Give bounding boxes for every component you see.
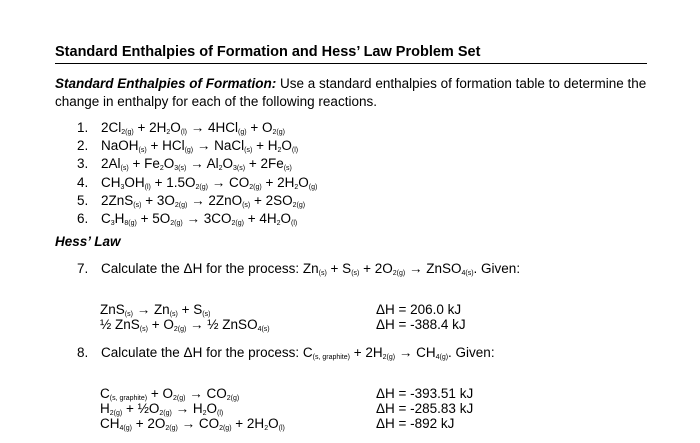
reaction-item-5 [77,192,317,210]
reaction-item-1 [77,119,317,137]
reaction-item-6 [77,210,317,228]
reaction-equation: $CH_3OH_{(l)} + 1.5O_{2(g)} \to CO_{2(g)} + 2H_2O_{(g)}$ [101,174,318,191]
reaction-number: 5. [77,192,89,208]
reaction-item-4 [77,174,317,192]
reaction-equation: NaOH$_{(s)}$ + HCl$_{(g)}$ → NaCl$_{(s)}$ + $H_2O_{(l)}$ [101,138,299,155]
question-7 [77,261,520,276]
enthalpy-value: ΔH = -393.51 kJ [376,386,474,401]
question-number: 7. [77,261,89,276]
reaction-item-2 [77,137,317,155]
reaction-number: 4. [77,174,89,190]
reaction-equation: $2Al_{(s)} + Fe_2O_{3(s)} \to Al_2O_{3(s)} + 2Fe_{(s)}$ [101,156,292,173]
reaction-equation: $2ZnS_{(s)} + 3O_{2(g)} \to 2ZnO_{(s)} + 2SO_{2(g)}$ [101,192,306,209]
formation-reaction-list [77,119,317,228]
given-reaction: $C_{(s, graphite)} + O_{2(g)} \to CO_{2(g)}$ [100,386,240,402]
q7-given-reactions [100,302,270,332]
q8-given-reactions [100,386,285,431]
hess-law-heading: Hess’ Law [55,234,121,249]
page-title: Standard Enthalpies of Formation and Hess’ Law Problem Set [55,44,481,60]
reaction-equation: $2Cl_{2(g)} + 2H_2O_{(l)} \to 4HCl_{(g)} + O_{2(g)}$ [101,120,285,136]
reaction-item-3 [77,155,317,173]
intro-paragraph [55,75,655,111]
question-8 [77,345,495,360]
reaction-number: 6. [77,211,89,227]
q8-enthalpy-values [376,386,473,431]
given-reaction: $ZnS_{(s)} \to Zn_{(s)} + S_{(s)}$ [100,302,211,318]
reaction-equation: $C_3H_{8(g)} + 5O_{2(g)} \to 3CO_{2(g)} + 4H_2O_{(l)}$ [101,211,298,228]
reaction-number: 2. [77,138,89,154]
question-text: Calculate the ΔH for the process: $C_{(s, graphite)} + 2H_{2(g)} \to CH_{4(g)}$. Given: [101,345,495,361]
given-reaction: $H_{2(g)}$ + $\frac{1}{2}O_{2(g)} \to H_2O_{(l)}$ [100,401,224,417]
title-underline [55,63,647,64]
enthalpy-value: ΔH = -285.83 kJ [376,401,474,416]
reaction-number: 1. [77,120,89,135]
enthalpy-value: ΔH = -388.4 kJ [376,317,466,332]
given-reaction: $CH_{4(g)} + 2O_{2(g)} \to CO_{2(g)} + 2H_2O_{(l)}$ [100,416,285,432]
intro-text: Use a standard enthalpies of formation table to determine the change in enthalpy for each of the following reactions. [55,76,647,109]
question-text: Calculate the ΔH for the process: $Zn_{(s)} + S_{(s)} + 2O_{2(g)}$ → ZnSO$_{4(s)}$. Given: [101,261,521,277]
given-reaction: ½ $ZnS_{(s)} + O_{2(g)}$ → ½ ZnSO$_{4(s)}$ [100,317,270,333]
enthalpy-value: ΔH = -892 kJ [376,416,455,431]
reaction-number: 3. [77,156,89,172]
intro-heading: Standard Enthalpies of Formation: [55,76,277,91]
q7-enthalpy-values [376,302,466,332]
question-number: 8. [77,345,89,360]
enthalpy-value: ΔH = 206.0 kJ [376,302,462,317]
